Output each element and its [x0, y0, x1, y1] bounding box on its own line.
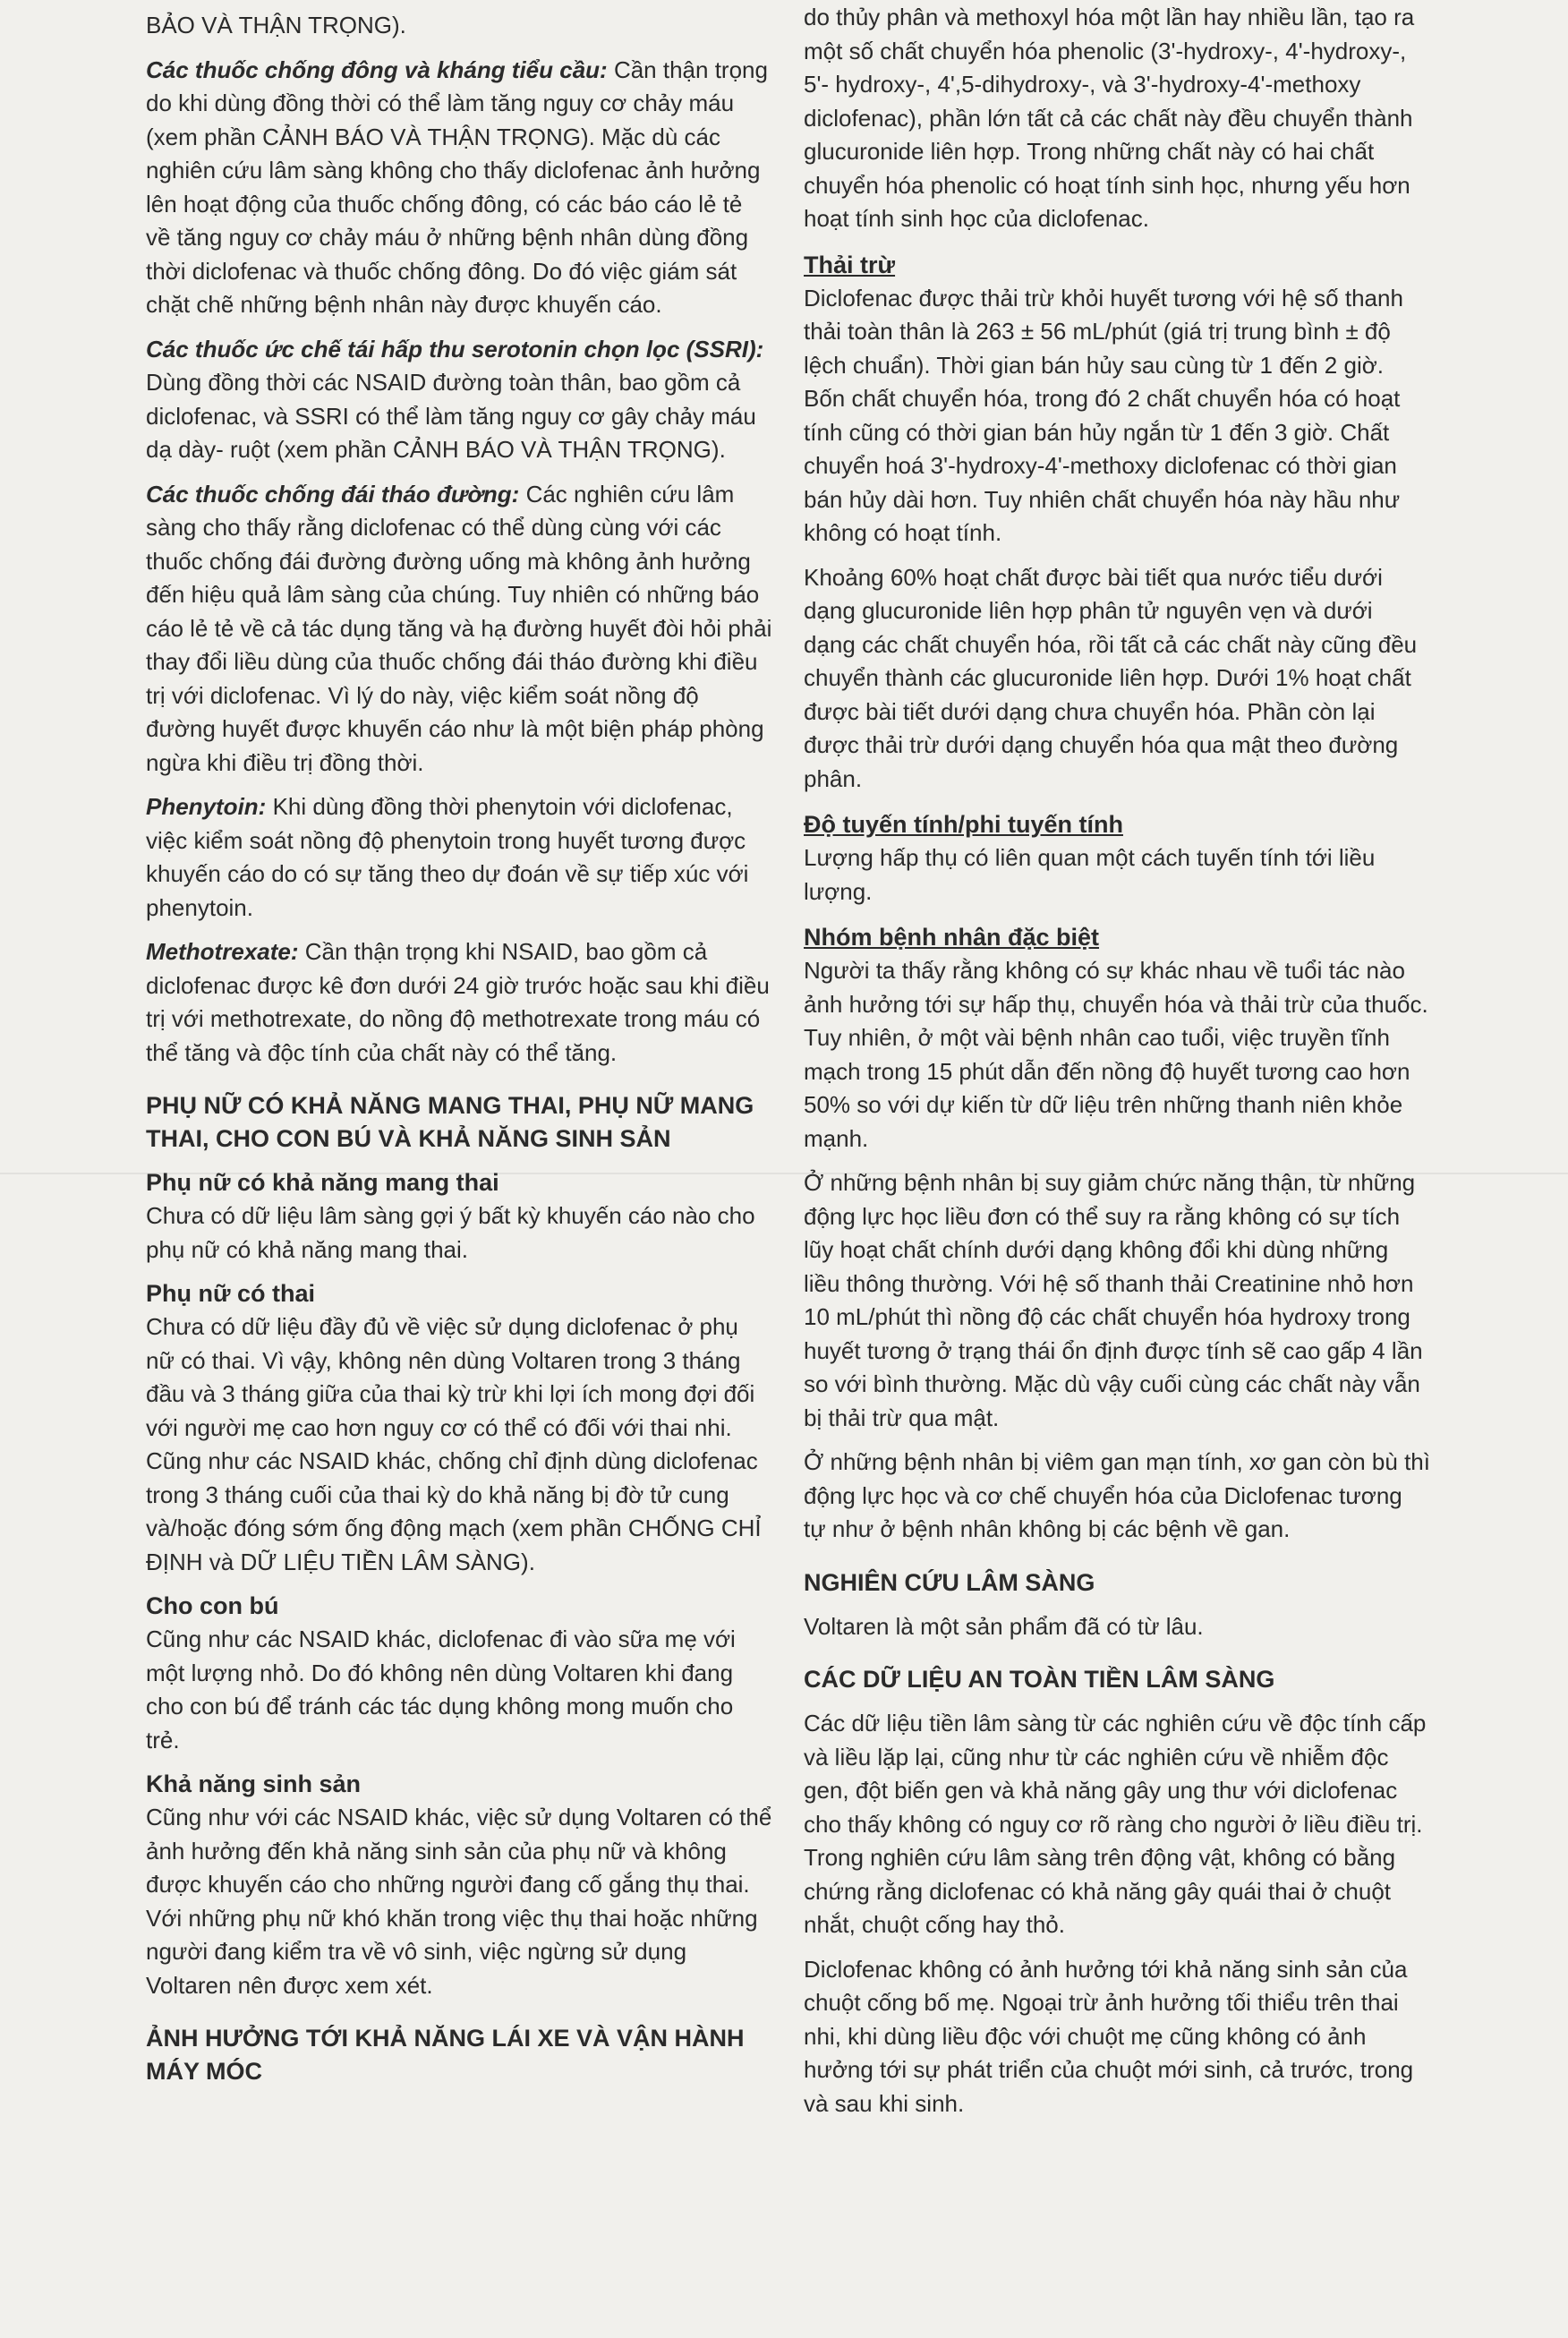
special-populations-heading: Nhóm bệnh nhân đặc biệt: [804, 924, 1100, 951]
linearity-heading: Độ tuyến tính/phi tuyến tính: [804, 811, 1123, 838]
antidiabetic-lead: Các thuốc chống đái tháo đường:: [146, 480, 520, 508]
methotrexate-text: Cần thận trọng khi NSAID, bao gồm cả diclofenac được kê đơn dưới 24 giờ trước hoặc sau khi điều trị với methotrexate, do nồng độ methotrexate trong máu có thể tăng và độc tính của chất này có thể tăng.: [146, 938, 770, 1066]
breastfeeding-subheading: Cho con bú: [146, 1592, 279, 1619]
phenytoin-lead: Phenytoin:: [146, 793, 267, 820]
clinical-studies-heading: NGHIÊN CỨU LÂM SÀNG: [804, 1568, 1095, 1596]
elimination-paragraph-1: Diclofenac được thải trừ khỏi huyết tương với hệ số thanh thải toàn thân là 263 ± 56 mL/phút (giá trị trung bình ± độ lệch chuẩn). Thời gian bán hủy sau cùng từ 1 đến 2 giờ. Bốn chất chuyển hóa, trong đó 2 chất chuyển hóa có hoạt tính cũng có thời gian bán hủy ngắn từ 1 đến 3 giờ. Chất chuyển hoá 3'-hydroxy-4'-methoxy diclofenac có thời gian bán hủy dài hơn. Tuy nhiên chất chuyển hóa này hầu như không có hoạt tính.: [804, 284, 1403, 546]
ssri-lead: Các thuốc ức chế tái hấp thu serotonin chọn lọc (SSRI):: [146, 335, 764, 363]
linearity-text: Lượng hấp thụ có liên quan một cách tuyến tính tới liều lượng.: [804, 844, 1376, 905]
anticoagulant-lead: Các thuốc chống đông và kháng tiểu cầu:: [146, 55, 608, 83]
driving-heading: ẢNH HƯỞNG TỚI KHẢ NĂNG LÁI XE VÀ VẬN HÀNH MÁY MÓC: [146, 2025, 745, 2085]
fertility-subheading: Khả năng sinh sản: [146, 1771, 362, 1797]
pregnancy-heading: PHỤ NỮ CÓ KHẢ NĂNG MANG THAI, PHỤ NỮ MANG THAI, CHO CON BÚ VÀ KHẢ NĂNG SINH SẢN: [146, 1092, 754, 1152]
pregnant-text: Chưa có dữ liệu đầy đủ về việc sử dụng diclofenac ở phụ nữ có thai. Vì vậy, không nên dùng Voltaren trong 3 tháng đầu và 3 tháng giữa của thai kỳ trừ khi lợi ích mong đợi đối với người mẹ cao hơn nguy cơ có thể có đối với thai nhi. Cũng như các NSAID khác, chống chỉ định dùng diclofenac trong 3 tháng cuối của thai kỳ do khả năng bị đờ tử cung và/hoặc đóng sớm ống động mạch (xem phần CHỐNG CHỈ ĐỊNH và DỮ LIỆU TIỀN LÂM SÀNG).: [146, 1313, 762, 1575]
breastfeeding-text: Cũng như các NSAID khác, diclofenac đi vào sữa mẹ với một lượng nhỏ. Do đó không nên dùng Voltaren khi đang cho con bú để tránh các tác dụng không mong muốn cho trẻ.: [146, 1626, 736, 1754]
clinical-studies-text: Voltaren là một sản phẩm đã có từ lâu.: [804, 1612, 1204, 1640]
fertility-text: Cũng như với các NSAID khác, việc sử dụng Voltaren có thể ảnh hưởng đến khả năng sinh sản của phụ nữ và không được khuyến cáo cho những người đang cố gắng thụ thai. Với những phụ nữ khó khăn trong việc thụ thai hoặc những người đang kiểm tra về vô sinh, việc ngừng sử dụng Voltaren nên được xem xét.: [146, 1804, 772, 1999]
phenytoin-text: Khi dùng đồng thời phenytoin với diclofenac, việc kiểm soát nồng độ phenytoin trong huyết tương được khuyến cáo do có sự tăng theo dự đoán về sự tiếp xúc với phenytoin.: [146, 793, 749, 921]
antidiabetic-paragraph: [146, 478, 772, 781]
preclinical-paragraph-1: Các dữ liệu tiền lâm sàng từ các nghiên cứu về độc tính cấp và liều lặp lại, cũng như từ các nghiên cứu về nhiễm độc gen, đột biến gen và khả năng gây ung thư với diclofenac cho thấy không có nguy cơ rõ ràng cho người ở liều điều trị. Trong nghiên cứu lâm sàng trên động vật, không có bằng chứng rằng diclofenac có khả năng gây quái thai ở chuột nhắt, chuột cống hay thỏ.: [804, 1710, 1427, 1938]
elimination-paragraph-2: Khoảng 60% hoạt chất được bài tiết qua nước tiểu dưới dạng glucuronide liên hợp phân tử nguyên vẹn và dưới dạng các chất chuyển hóa, rồi tất cả các chất này cũng đều chuyển thành các glucuronide liên hợp. Dưới 1% hoạt chất được bài tiết dưới dạng chưa chuyển hóa. Phần còn lại được thải trừ dưới dạng chuyển hóa qua mật theo đường phân.: [804, 563, 1418, 792]
ssri-paragraph: [146, 333, 772, 467]
right-column: [804, 0, 1430, 2131]
antidiabetic-text: Các nghiên cứu lâm sàng cho thấy rằng diclofenac có thể dùng cùng với các thuốc chống đái đường đường uống mà không ảnh hưởng đến hiệu quả lâm sàng của chúng. Tuy nhiên có những báo cáo lẻ tẻ về cả tác dụng tăng và hạ đường huyết đòi hỏi phải thay đổi liều dùng của thuốc chống đái tháo đường khi điều trị với diclofenac. Vì lý do này, việc kiểm soát nồng độ đường huyết được khuyến cáo như là một biện pháp phòng ngừa khi điều trị đồng thời.: [146, 480, 772, 776]
ssri-text: Dùng đồng thời các NSAID đường toàn thân, bao gồm cả diclofenac, và SSRI có thể làm tăng nguy cơ gây chảy máu dạ dày- ruột (xem phần CẢNH BÁO VÀ THẬN TRỌNG).: [146, 369, 756, 463]
preclinical-heading: CÁC DỮ LIỆU AN TOÀN TIỀN LÂM SÀNG: [804, 1666, 1275, 1693]
preclinical-paragraph-2: Diclofenac không có ảnh hưởng tới khả năng sinh sản của chuột cống bố mẹ. Ngoại trừ ảnh hưởng tối thiểu trên thai nhi, khi dùng liều độc với chuột mẹ cũng không có ảnh hưởng tới sự phát triển của chuột mới sinh, cả trước, trong và sau khi sinh.: [804, 1955, 1414, 2117]
methotrexate-lead: Methotrexate:: [146, 938, 299, 965]
childbearing-subheading: Phụ nữ có khả năng mang thai: [146, 1169, 499, 1196]
left-column: [146, 12, 772, 2099]
elimination-heading: Thải trừ: [804, 251, 896, 278]
pregnant-subheading: Phụ nữ có thai: [146, 1280, 316, 1307]
special-populations-paragraph-1: Người ta thấy rằng không có sự khác nhau về tuổi tác nào ảnh hưởng tới sự hấp thụ, chuyển hóa và thải trừ của thuốc. Tuy nhiên, ở một vài bệnh nhân cao tuổi, việc truyền tĩnh mạch trong 15 phút dẫn đến nồng độ huyết tương cao hơn 50% so với dự kiến từ dữ liệu trên những thanh niên khỏe mạnh.: [804, 957, 1428, 1152]
special-populations-paragraph-2: Ở những bệnh nhân bị suy giảm chức năng thận, từ những động lực học liều đơn có thể suy ra rằng không có sự tích lũy hoạt chất chính dưới dạng không đổi khi dùng những liều thông thường. Với hệ số thanh thải Creatinine nhỏ hơn 10 mL/phút thì nồng độ các chất chuyển hóa hydroxy trong huyết tương ở trạng thái ổn định được tính sẽ cao gấp 4 lần so với bình thường. Mặc dù vậy cuối cùng các chất này vẫn bị thải trừ qua mật.: [804, 1169, 1423, 1431]
anticoagulant-paragraph: [146, 54, 772, 322]
childbearing-text: Chưa có dữ liệu lâm sàng gợi ý bất kỳ khuyến cáo nào cho phụ nữ có khả năng mang thai.: [146, 1202, 755, 1263]
paper-fold-line: [0, 1173, 1568, 1174]
anticoagulant-text: Cần thận trọng do khi dùng đồng thời có thể làm tăng nguy cơ chảy máu (xem phần CẢNH BÁO VÀ THẬN TRỌNG). Mặc dù các nghiên cứu lâm sàng không cho thấy diclofenac ảnh hưởng lên hoạt động của thuốc chống đông, có các báo cáo lẻ tẻ về tăng nguy cơ chảy máu ở những bệnh nhân dùng đồng thời diclofenac và thuốc chống đông. Do đó việc giám sát chặt chẽ những bệnh nhân này được khuyến cáo.: [146, 55, 768, 318]
phenytoin-paragraph: [146, 790, 772, 925]
right-top-fragment: do thủy phân và methoxyl hóa một lần hay nhiều lần, tạo ra một số chất chuyển hóa phenolic (3'-hydroxy-, 4'-hydroxy-, 5'- hydroxy-, 4',5-dihydroxy-, và 3'-hydroxy-4'-methoxy diclofenac), phần lớn tất cả các chất này đều chuyển thành glucuronide liên hợp. Trong những chất này có hai chất chuyển hóa phenolic có hoạt tính sinh học, nhưng yếu hơn hoạt tính sinh học của diclofenac.: [804, 4, 1415, 232]
special-populations-paragraph-3: Ở những bệnh nhân bị viêm gan mạn tính, xơ gan còn bù thì động lực học và cơ chế chuyển hóa của Diclofenac tương tự như ở bệnh nhân không bị các bệnh về gan.: [804, 1448, 1430, 1542]
left-top-fragment: BẢO VÀ THẬN TRỌNG).: [146, 12, 406, 38]
methotrexate-paragraph: [146, 935, 772, 1070]
